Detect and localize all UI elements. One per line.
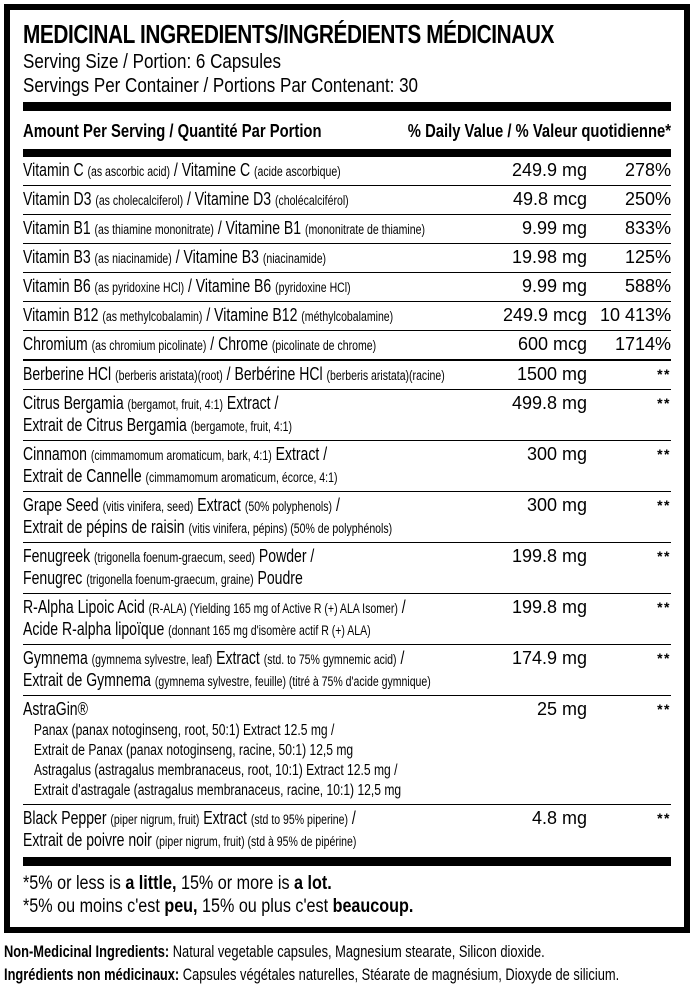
ingredient-name-segment: (trigonella foenum-graecum, seed) bbox=[94, 550, 255, 565]
ingredient-name-segment: (as thiamine mononitrate) bbox=[94, 222, 214, 237]
plain-text: Natural vegetable capsules, Magnesium stearate, Silicon dioxide. bbox=[169, 943, 545, 961]
ingredient-row bbox=[23, 244, 671, 273]
bold-text: beaucoup. bbox=[332, 896, 414, 917]
daily-value: 833% bbox=[624, 218, 671, 238]
ingredient-name bbox=[23, 546, 376, 568]
column-header-daily-value: % Daily Value / % Valeur quotidienne* bbox=[407, 120, 671, 141]
bold-text: Ingrédients non médicinaux: bbox=[4, 966, 180, 984]
ingredient-name-segment: (std. to 75% gymnemic acid) bbox=[263, 652, 397, 667]
ingredient-subitem: Astragalus (astragalus membranaceus, root, 10:1) Extract 12.5 mg / bbox=[33, 762, 398, 779]
ingredient-name bbox=[23, 444, 376, 466]
ingredient-name-segment: (as methylcobalamin) bbox=[102, 309, 203, 324]
plain-text: Capsules végétales naturelles, Stéarate de magnésium, Dioxyde de silicium. bbox=[179, 966, 620, 984]
ingredient-name-segment: / Vitamine C bbox=[170, 160, 255, 180]
ingredient-name-segment: Acide R-alpha lipoïque bbox=[23, 619, 169, 639]
daily-value: 278% bbox=[624, 160, 671, 180]
ingredient-subitem: Extrait de Panax (panax notoginseng, racine, 50:1) 12,5 mg bbox=[33, 742, 354, 759]
ingredient-name-segment: (piper nigrum, fruit) bbox=[110, 812, 200, 827]
ingredient-row bbox=[23, 331, 671, 361]
ingredient-row bbox=[23, 157, 671, 186]
ingredient-name-segment: Extract / bbox=[271, 444, 328, 464]
ingredient-name bbox=[23, 160, 376, 182]
footnote-line bbox=[23, 895, 574, 918]
ingredient-name-segment: Extrait de Gymnema bbox=[23, 670, 155, 690]
amount-value: 199.8 mg bbox=[511, 546, 587, 566]
daily-value: ** bbox=[657, 701, 671, 717]
ingredient-name-segment: (pyridoxine HCl) bbox=[275, 280, 351, 295]
daily-value: 250% bbox=[624, 189, 671, 209]
ingredient-row bbox=[23, 186, 671, 215]
ingredient-name-segment: Chromium bbox=[23, 334, 92, 354]
ingredient-name-segment: AstraGin® bbox=[23, 699, 88, 719]
ingredient-name-line2 bbox=[23, 830, 376, 852]
bold-text: peu, bbox=[164, 896, 198, 917]
panel-title: MEDICINAL INGREDIENTS/INGRÉDIENTS MÉDICINAUX bbox=[23, 19, 554, 49]
ingredient-name bbox=[23, 189, 376, 211]
ingredient-name-line2 bbox=[23, 619, 376, 641]
amount-value: 25 mg bbox=[536, 699, 587, 719]
ingredient-name-segment: (R-ALA) (Yielding 165 mg of Active R (+) ALA Isomer) bbox=[148, 601, 398, 616]
ingredient-name-segment: (berberis aristata)(root) bbox=[115, 368, 223, 383]
bold-text: a little, bbox=[125, 873, 177, 894]
ingredient-row bbox=[23, 594, 671, 645]
ingredient-name-segment: / bbox=[396, 648, 405, 668]
daily-value: ** bbox=[657, 497, 671, 513]
ingredient-name-segment: / Vitamine D3 bbox=[183, 189, 275, 209]
column-header-row bbox=[23, 111, 671, 149]
ingredient-subitem: Extrait d'astragale (astragalus membranaceus, racine, 10:1) 12,5 mg bbox=[33, 782, 402, 799]
ingredient-name bbox=[23, 305, 394, 327]
ingredients-table bbox=[23, 157, 671, 855]
daily-value: ** bbox=[657, 810, 671, 826]
ingredient-name-segment: (as chromium picolinate) bbox=[91, 338, 207, 353]
ingredient-name-segment: (berberis aristata)(racine) bbox=[326, 368, 445, 383]
ingredient-name-segment: (gymnema sylvestre, feuille) (titré à 75% d'acide gymnique) bbox=[154, 674, 431, 689]
daily-value: ** bbox=[657, 548, 671, 564]
ingredient-name-segment: Powder / bbox=[254, 546, 315, 566]
column-header-amount: Amount Per Serving / Quantité Par Portion bbox=[23, 120, 322, 141]
ingredient-name-segment: Extrait de poivre noir bbox=[23, 830, 156, 850]
ingredient-name-segment: (piper nigrum, fruit) (std à 95% de pipérine) bbox=[155, 834, 357, 849]
ingredient-name bbox=[23, 247, 376, 269]
ingredient-name-segment: / bbox=[348, 808, 356, 828]
ingredient-name-segment: Berberine HCl bbox=[23, 364, 116, 384]
serving-size-line: Serving Size / Portion: 6 Capsules bbox=[23, 51, 281, 73]
ingredient-row bbox=[23, 696, 671, 805]
ingredient-name-segment: / Berbérine HCl bbox=[222, 364, 327, 384]
ingredient-name-line2 bbox=[23, 517, 393, 539]
ingredient-name-segment: / Vitamine B3 bbox=[171, 247, 263, 267]
ingredient-name-segment: Vitamin B3 bbox=[23, 247, 95, 267]
daily-value: 588% bbox=[624, 276, 671, 296]
ingredient-name-segment: Gymnema bbox=[23, 648, 92, 668]
daily-value: 1714% bbox=[614, 334, 671, 354]
ingredient-name-segment: Extract bbox=[199, 808, 251, 828]
amount-value: 300 mg bbox=[526, 495, 587, 515]
amount-value: 174.9 mg bbox=[511, 648, 587, 668]
ingredient-name-segment: (cimmamomum aromaticum, écorce, 4:1) bbox=[145, 470, 338, 485]
ingredient-name-segment: R-Alpha Lipoic Acid bbox=[23, 597, 149, 617]
amount-value: 600 mcg bbox=[517, 334, 587, 354]
ingredient-name-segment: / Vitamine B1 bbox=[213, 218, 305, 238]
ingredient-name bbox=[23, 648, 405, 670]
ingredient-name-segment: (mononitrate de thiamine) bbox=[304, 222, 425, 237]
ingredient-name-segment: (vitis vinifera, pépins) (50% de polyphénols) bbox=[188, 521, 393, 536]
ingredient-name-segment: Extract bbox=[193, 495, 245, 515]
separator-bar-footnote bbox=[23, 857, 671, 866]
ingredient-name-segment: (50% polyphenols) bbox=[244, 499, 333, 514]
bold-text: a lot. bbox=[294, 873, 332, 894]
ingredient-name bbox=[23, 808, 376, 830]
ingredient-name-segment: / bbox=[397, 597, 406, 617]
ingredient-name-segment: (méthylcobalamine) bbox=[301, 309, 394, 324]
ingredient-name-segment: (cholécalciférol) bbox=[274, 193, 349, 208]
ingredient-name-segment: / Vitamine B6 bbox=[184, 276, 276, 296]
ingredient-name-line2 bbox=[23, 415, 376, 437]
ingredient-name-segment: Fenugrec bbox=[23, 568, 87, 588]
amount-value: 249.9 mcg bbox=[502, 305, 587, 325]
ingredient-name bbox=[23, 364, 445, 386]
amount-value: 1500 mg bbox=[516, 364, 587, 384]
amount-value: 9.99 mg bbox=[521, 276, 587, 296]
ingredient-name-segment: Citrus Bergamia bbox=[23, 393, 128, 413]
ingredient-name-segment: / Chrome bbox=[206, 334, 272, 354]
ingredient-name-segment: Extract / bbox=[222, 393, 279, 413]
ingredient-name-segment: Poudre bbox=[253, 568, 303, 588]
ingredient-name bbox=[23, 495, 376, 517]
non-medicinal-section bbox=[4, 941, 692, 987]
daily-value: ** bbox=[657, 395, 671, 411]
separator-bar-top bbox=[23, 102, 671, 111]
ingredient-row bbox=[23, 302, 671, 331]
ingredient-row bbox=[23, 273, 671, 302]
ingredient-row bbox=[23, 215, 671, 244]
ingredient-name bbox=[23, 699, 376, 721]
ingredient-name-segment: (vitis vinifera, seed) bbox=[102, 499, 194, 514]
amount-value: 9.99 mg bbox=[521, 218, 587, 238]
amount-value: 4.8 mg bbox=[531, 808, 587, 828]
plain-text: 15% ou plus c'est bbox=[197, 896, 333, 917]
ingredient-name-segment: / bbox=[332, 495, 340, 515]
ingredient-name-line2 bbox=[23, 466, 376, 488]
daily-value: ** bbox=[657, 446, 671, 462]
ingredient-name-segment: (gymnema sylvestre, leaf) bbox=[91, 652, 213, 667]
ingredient-name-segment: Extract bbox=[212, 648, 264, 668]
ingredient-name-segment: (bergamote, fruit, 4:1) bbox=[190, 419, 293, 434]
ingredient-name-segment: Cinnamon bbox=[23, 444, 91, 464]
plain-text: *5% ou moins c'est bbox=[23, 896, 165, 917]
bold-text: Non-Medicinal Ingredients: bbox=[4, 943, 170, 961]
ingredient-subitem: Panax (panax notoginseng, root, 50:1) Extract 12.5 mg / bbox=[33, 722, 335, 739]
daily-value: ** bbox=[657, 650, 671, 666]
ingredient-row bbox=[23, 441, 671, 492]
daily-value: ** bbox=[657, 599, 671, 615]
ingredient-name-segment: Vitamin C bbox=[23, 160, 88, 180]
separator-bar-header bbox=[23, 149, 671, 157]
ingredient-name-segment: (donnant 165 mg d'isomère actif R (+) ALA) bbox=[168, 623, 371, 638]
ingredient-name-segment: Grape Seed bbox=[23, 495, 103, 515]
ingredient-name-segment: Vitamin D3 bbox=[23, 189, 96, 209]
ingredient-name-segment: (niacinamide) bbox=[262, 251, 327, 266]
ingredient-name-segment: Extrait de Cannelle bbox=[23, 466, 146, 486]
ingredient-name-segment: Fenugreek bbox=[23, 546, 95, 566]
daily-value: 125% bbox=[624, 247, 671, 267]
plain-text: *5% or less is bbox=[23, 873, 126, 894]
non-medicinal-line bbox=[4, 964, 620, 987]
ingredient-name-segment: (std to 95% piperine) bbox=[250, 812, 349, 827]
ingredient-name-segment: (picolinate de chrome) bbox=[271, 338, 377, 353]
ingredient-name-segment: Extrait de pépins de raisin bbox=[23, 517, 189, 537]
ingredient-name bbox=[23, 334, 376, 356]
ingredient-name bbox=[23, 597, 406, 619]
ingredient-row bbox=[23, 492, 671, 543]
ingredient-row bbox=[23, 390, 671, 441]
ingredient-name-segment: Vitamin B12 bbox=[23, 305, 103, 325]
ingredient-name-segment: (acide ascorbique) bbox=[254, 164, 341, 179]
amount-value: 499.8 mg bbox=[511, 393, 587, 413]
amount-value: 199.8 mg bbox=[511, 597, 587, 617]
ingredient-name-segment: (as niacinamide) bbox=[94, 251, 172, 266]
amount-value: 300 mg bbox=[526, 444, 587, 464]
servings-per-container-line: Servings Per Container / Portions Par Contenant: 30 bbox=[23, 75, 418, 97]
footnotes bbox=[23, 866, 671, 923]
ingredient-name-segment: Vitamin B6 bbox=[23, 276, 95, 296]
ingredient-row bbox=[23, 805, 671, 855]
non-medicinal-line bbox=[4, 941, 545, 964]
footnote-line bbox=[23, 872, 574, 895]
ingredient-name bbox=[23, 393, 376, 415]
ingredient-name-segment: (bergamot, fruit, 4:1) bbox=[127, 397, 223, 412]
ingredient-name-segment: Extrait de Citrus Bergamia bbox=[23, 415, 191, 435]
amount-value: 249.9 mg bbox=[511, 160, 587, 180]
supplement-facts-panel bbox=[4, 4, 690, 933]
ingredient-name-segment: (trigonella foenum-graecum, graine) bbox=[86, 572, 254, 587]
ingredient-name-segment: / Vitamine B12 bbox=[202, 305, 302, 325]
ingredient-name-line2 bbox=[23, 670, 431, 692]
ingredient-name-segment: Black Pepper bbox=[23, 808, 111, 828]
plain-text: 15% or more is bbox=[176, 873, 295, 894]
ingredient-row bbox=[23, 543, 671, 594]
ingredient-name bbox=[23, 218, 425, 240]
amount-value: 49.8 mcg bbox=[512, 189, 587, 209]
ingredient-row bbox=[23, 361, 671, 390]
ingredient-name-segment: (as ascorbic acid) bbox=[87, 164, 171, 179]
amount-value: 19.98 mg bbox=[511, 247, 587, 267]
ingredient-row bbox=[23, 645, 671, 696]
daily-value: ** bbox=[657, 366, 671, 382]
ingredient-name-segment: (cimmamomum aromaticum, bark, 4:1) bbox=[90, 448, 272, 463]
ingredient-name-segment: (as pyridoxine HCl) bbox=[94, 280, 185, 295]
ingredient-name-segment: (as cholecalciferol) bbox=[95, 193, 184, 208]
daily-value: 10 413% bbox=[599, 305, 671, 325]
ingredient-name-line2 bbox=[23, 568, 376, 590]
ingredient-name bbox=[23, 276, 376, 298]
ingredient-name-segment: Vitamin B1 bbox=[23, 218, 95, 238]
